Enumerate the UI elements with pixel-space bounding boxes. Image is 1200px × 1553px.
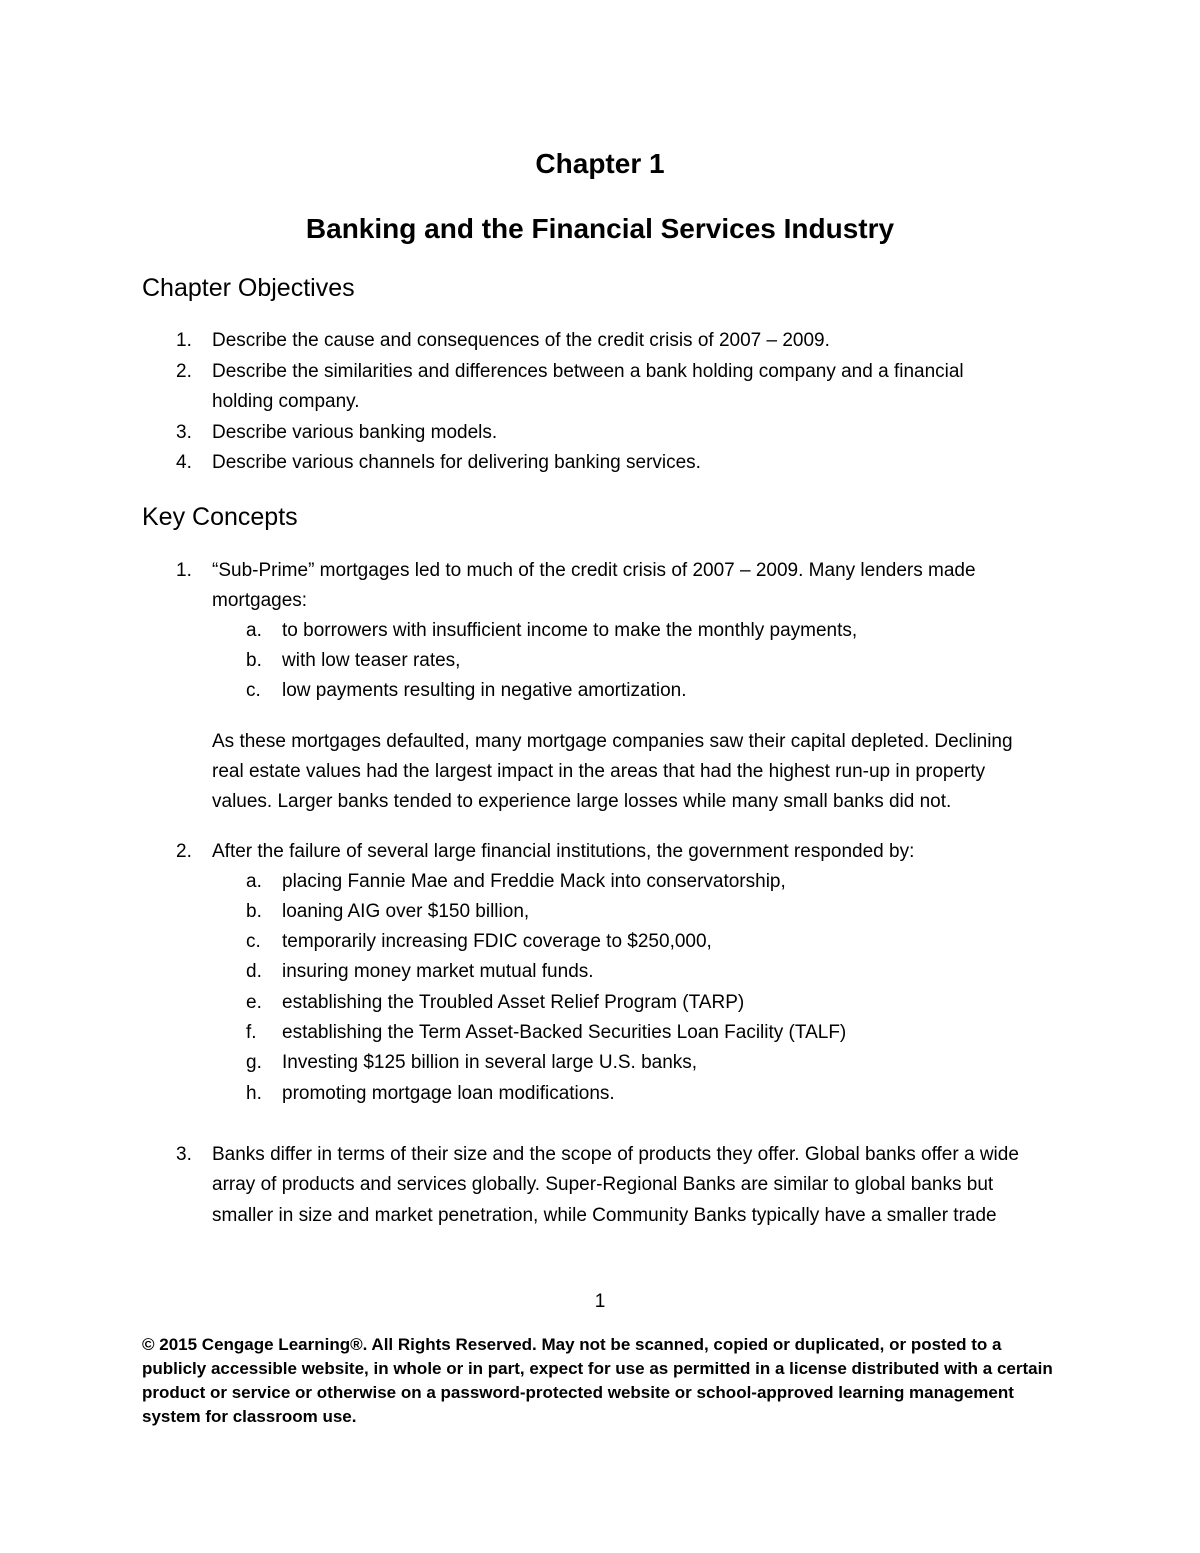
paragraph-line: real estate values had the largest impact in the areas that had the highest run-up in property — [212, 761, 986, 782]
sub-item-text: insuring money market mutual funds. — [282, 961, 594, 982]
concept-text: After the failure of several large financial institutions, the government responded by: — [212, 841, 915, 862]
paragraph-line: values. Larger banks tended to experience large losses while many small banks did not. — [212, 791, 952, 812]
chapter-title: Chapter 1 — [535, 148, 665, 179]
objective-number: 1. — [176, 330, 192, 351]
sub-item-letter: b. — [246, 650, 262, 671]
objective-text: Describe various channels for delivering banking services. — [212, 452, 701, 473]
sub-item-text: with low teaser rates, — [282, 650, 461, 671]
sub-item-text: establishing the Term Asset-Backed Securities Loan Facility (TALF) — [282, 1022, 847, 1043]
concept-text: “Sub-Prime” mortgages led to much of the credit crisis of 2007 – 2009. Many lenders made — [212, 560, 976, 581]
sub-item-text: promoting mortgage loan modifications. — [282, 1083, 615, 1104]
sub-item-letter: c. — [246, 931, 261, 952]
sub-item-text: establishing the Troubled Asset Relief Program (TARP) — [282, 992, 745, 1013]
sub-item-letter: g. — [246, 1052, 262, 1073]
sub-item-text: placing Fannie Mae and Freddie Mack into conservatorship, — [282, 871, 786, 892]
concept-text-continued: array of products and services globally. Super-Regional Banks are similar to global banks but — [212, 1174, 994, 1195]
paragraph-line: As these mortgages defaulted, many mortgage companies saw their capital depleted. Declining — [212, 731, 1013, 752]
sub-item-letter: h. — [246, 1083, 262, 1104]
sub-item-text: to borrowers with insufficient income to make the monthly payments, — [282, 620, 858, 641]
concept-text: Banks differ in terms of their size and the scope of products they offer. Global banks offer a wide — [212, 1144, 1019, 1165]
sub-item-letter: a. — [246, 871, 262, 892]
concept-number: 1. — [176, 560, 192, 581]
sub-item-letter: b. — [246, 901, 262, 922]
objective-text: Describe the cause and consequences of the credit crisis of 2007 – 2009. — [212, 330, 830, 351]
objective-number: 3. — [176, 422, 192, 443]
objective-text: Describe the similarities and differences between a bank holding company and a financial — [212, 361, 964, 382]
page-number: 1 — [594, 1291, 606, 1312]
sub-item-text: Investing $125 billion in several large U.S. banks, — [282, 1052, 698, 1073]
sub-item-letter: e. — [246, 992, 262, 1013]
sub-item-letter: d. — [246, 961, 262, 982]
sub-item-letter: a. — [246, 620, 262, 641]
concept-number: 3. — [176, 1144, 192, 1165]
key-concepts-heading: Key Concepts — [142, 503, 298, 531]
chapter-subtitle: Banking and the Financial Services Industry — [305, 213, 895, 244]
sub-item-text: temporarily increasing FDIC coverage to $250,000, — [282, 931, 712, 952]
sub-item-letter: f. — [246, 1022, 257, 1043]
objective-number: 4. — [176, 452, 192, 473]
objective-number: 2. — [176, 361, 192, 382]
copyright-notice: © 2015 Cengage Learning®. All Rights Reserved. May not be scanned, copied or duplicated, or posted to a publicly accessible website, in whole or in part, expect for use as permitted in a license distributed with a certain product or service or otherwise on a password-protected website or school-approved learning management system for classroom use. — [142, 1335, 1053, 1426]
concept-number: 2. — [176, 841, 192, 862]
sub-item-letter: c. — [246, 680, 261, 701]
objectives-heading: Chapter Objectives — [142, 274, 355, 302]
objective-text: Describe various banking models. — [212, 422, 498, 443]
concept-text-continued: mortgages: — [212, 590, 308, 611]
sub-item-text: loaning AIG over $150 billion, — [282, 901, 530, 922]
concept-text-continued: smaller in size and market penetration, while Community Banks typically have a smaller trade — [212, 1205, 997, 1226]
objective-text-continued: holding company. — [212, 391, 360, 412]
sub-item-text: low payments resulting in negative amortization. — [282, 680, 687, 701]
